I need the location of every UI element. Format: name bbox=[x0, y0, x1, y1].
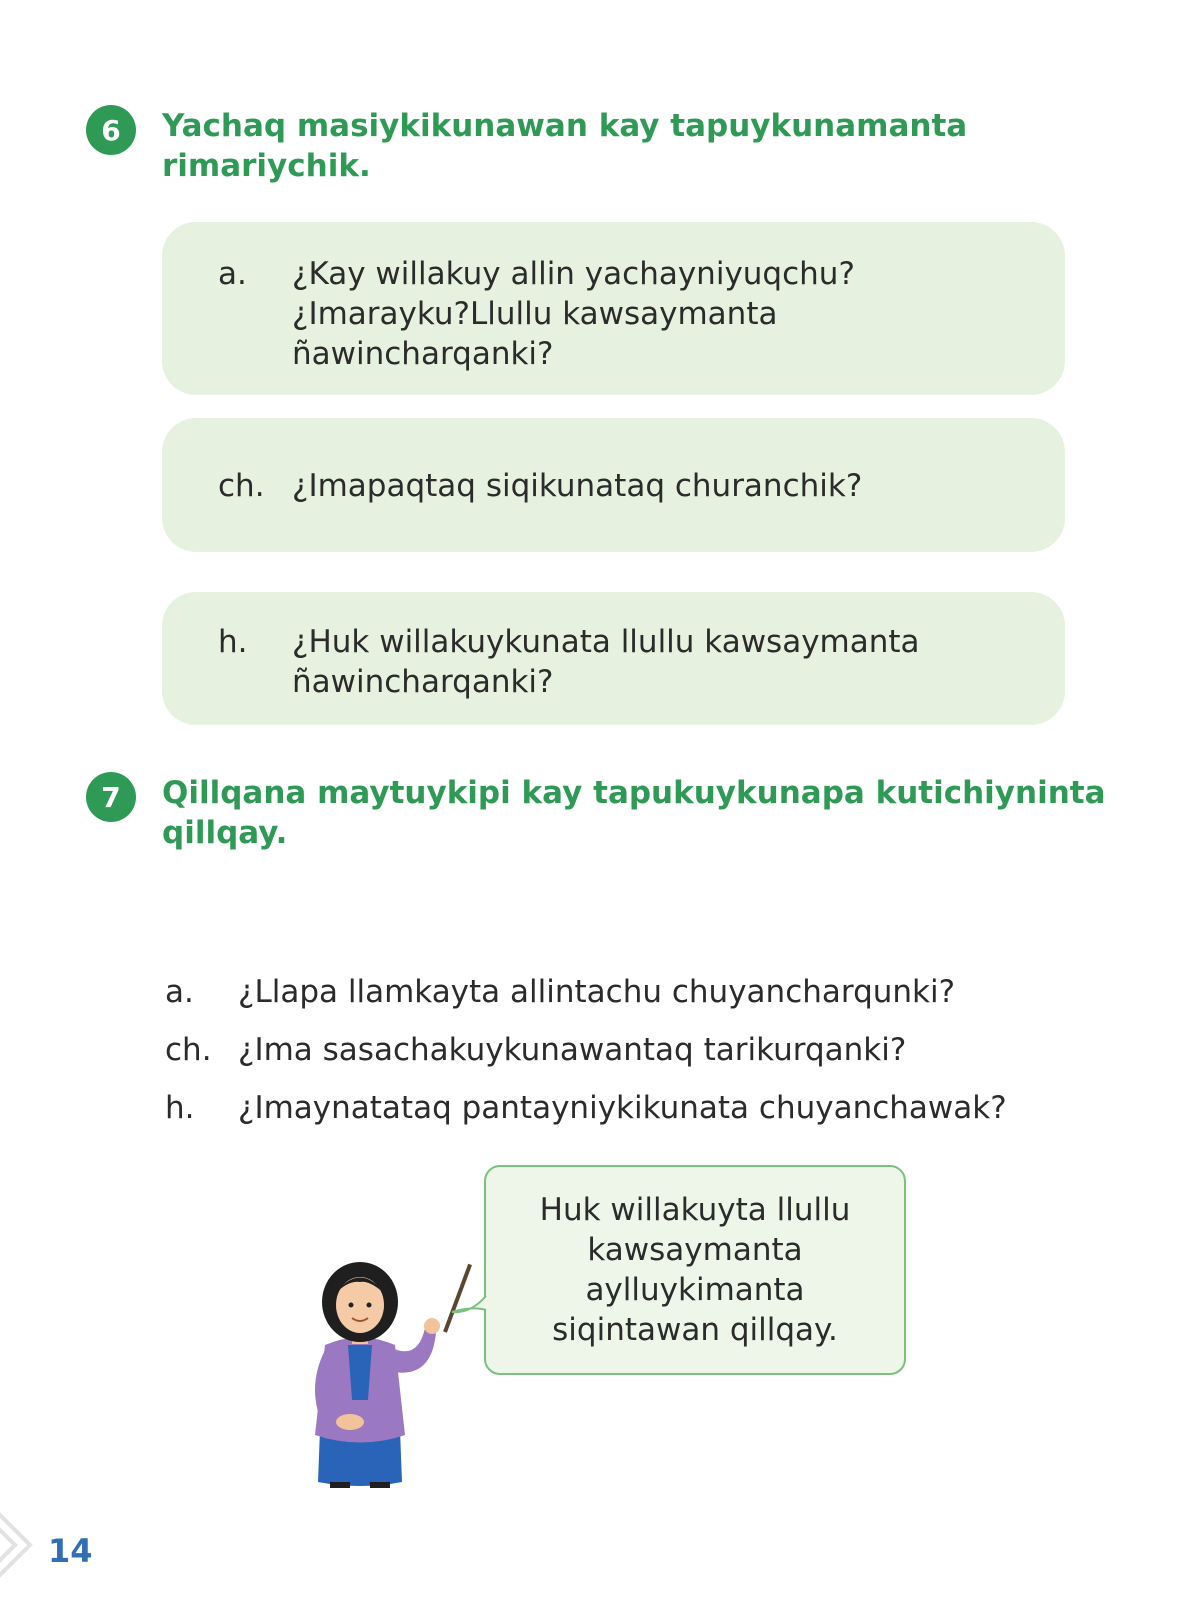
question-box-a bbox=[162, 222, 1065, 395]
item-letter: a. bbox=[165, 974, 194, 1010]
question-letter: h. bbox=[218, 624, 248, 660]
item-letter: ch. bbox=[165, 1032, 212, 1068]
item-letter: h. bbox=[165, 1090, 195, 1126]
teacher-illustration bbox=[290, 1250, 490, 1490]
question-box-ch bbox=[162, 418, 1065, 552]
question-text: ¿Huk willakuykunata llullu kawsaymanta ñawincharqanki? bbox=[292, 624, 920, 700]
page-number: 14 bbox=[48, 1532, 93, 1570]
item-text: ¿Imaynatataq pantayniykikunata chuyanchawak? bbox=[238, 1090, 1007, 1126]
section-7-number-badge: 7 bbox=[86, 772, 136, 822]
speech-bubble-text: Huk willakuyta llullu kawsaymanta aylluykimanta siqintawan qillqay. bbox=[539, 1192, 851, 1348]
question-letter: a. bbox=[218, 256, 247, 292]
question-letter: ch. bbox=[218, 468, 265, 504]
section-7-heading: Qillqana maytuykipi kay tapukuykunapa kutichiyninta qillqay. bbox=[162, 775, 1106, 851]
section-6-heading: Yachaq masiykikunawan kay tapuykunamanta rimariychik. bbox=[162, 108, 968, 184]
speech-bubble-tail bbox=[450, 1292, 490, 1320]
item-text: ¿Ima sasachakuykunawantaq tarikurqanki? bbox=[238, 1032, 907, 1068]
question-box-h bbox=[162, 592, 1065, 725]
question-text: ¿Imapaqtaq siqikunataq churanchik? bbox=[292, 468, 863, 504]
speech-bubble bbox=[484, 1165, 906, 1375]
decorative-ornament-icon bbox=[0, 1505, 50, 1585]
item-text: ¿Llapa llamkayta allintachu chuyancharqunki? bbox=[238, 974, 956, 1010]
question-text: ¿Kay willakuy allin yachayniyuqchu? ¿Imarayku?Llullu kawsaymanta ñawincharqanki? bbox=[292, 256, 855, 372]
section-6-number-badge: 6 bbox=[86, 105, 136, 155]
